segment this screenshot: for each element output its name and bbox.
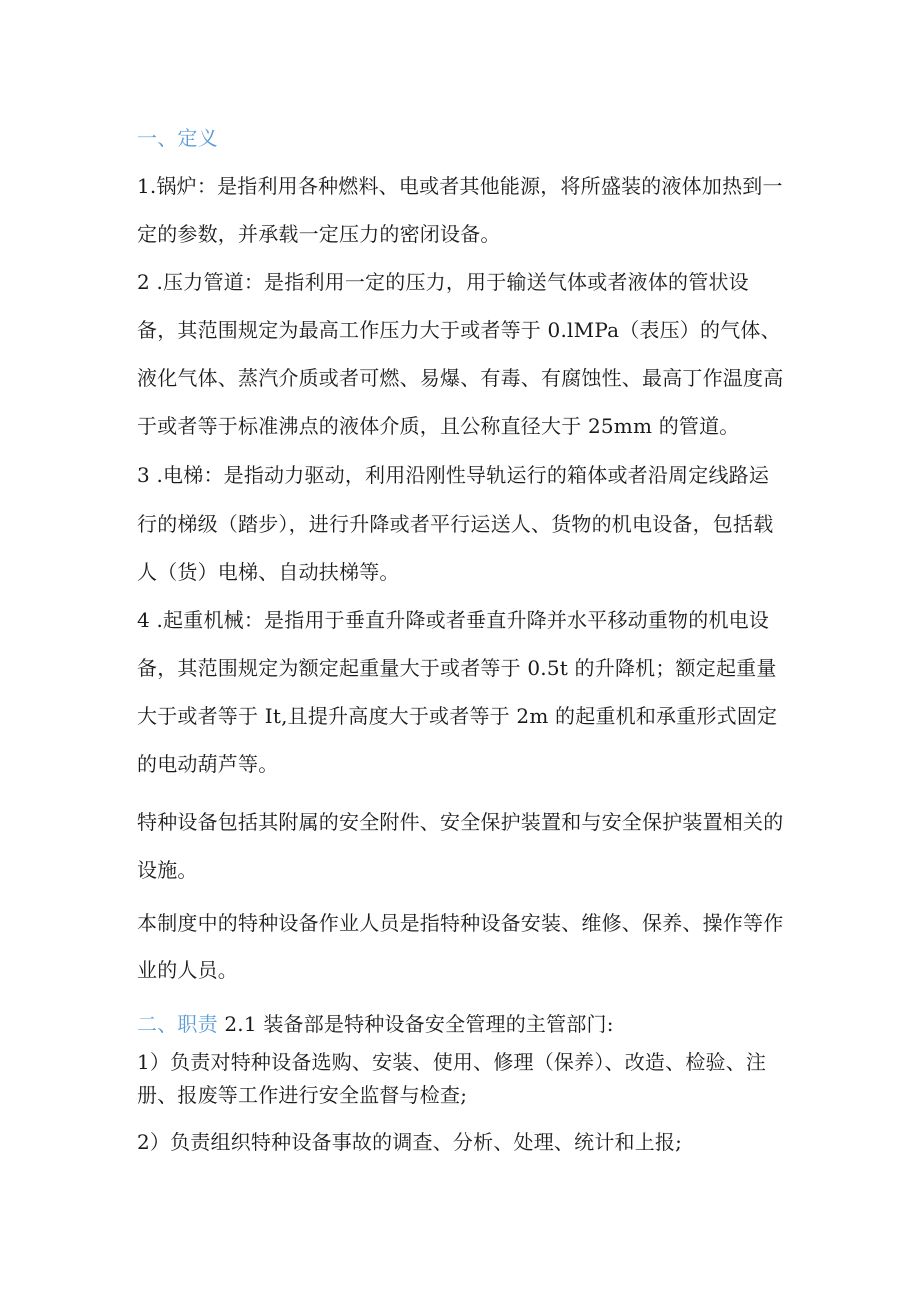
special-equipment-paragraph-line-2: 设施。 <box>137 858 198 882</box>
definition-pipeline-line-4: 于或者等于标准沸点的液体介质，且公称直径大于 25mm 的管道。 <box>137 414 740 438</box>
definition-elevator-line-1: 3 .电梯：是指动力驱动，利用沿刚性导轨运行的箱体或者沿周定线路运 <box>137 463 770 487</box>
definition-crane-line-1: 4 .起重机械：是指用于垂直升降或者垂直升降并水平移动重物的机电设 <box>137 608 770 632</box>
definition-boiler-line-2: 定的参数，并承载一定压力的密闭设备。 <box>137 222 501 246</box>
definition-crane-line-2: 备，其范围规定为额定起重量大于或者等于 0.5t 的升降机；额定起重量 <box>137 656 777 680</box>
definition-crane-line-3: 大于或者等于 It,且提升高度大于或者等于 2m 的起重机和承重形式固定 <box>137 704 778 728</box>
section-heading-responsibilities: 二、职责 <box>137 1012 218 1036</box>
definition-pipeline-line-3: 液化气体、蒸汽介质或者可燃、易爆、有毒、有腐蚀性、最高丁作温度高 <box>137 366 784 390</box>
operators-paragraph-line-1: 本制度中的特种设备作业人员是指特种设备安装、维修、保养、操作等作 <box>137 911 784 935</box>
definition-elevator-line-3: 人（货）电梯、自动扶梯等。 <box>137 560 400 584</box>
section-heading-definition: 一、定义 <box>137 126 218 150</box>
definition-elevator-line-2: 行的梯级（踏步），进行升降或者平行运送人、货物的机电设备，包括载 <box>137 512 774 536</box>
special-equipment-paragraph-line-1: 特种设备包括其附属的安全附件、安全保护装置和与安全保护装置相关的 <box>137 810 784 834</box>
definition-boiler-line-1: 1.锅炉：是指利用各种燃料、电或者其他能源，将所盛装的液体加热到一 <box>137 174 783 198</box>
operators-paragraph-line-2: 业的人员。 <box>137 958 238 982</box>
responsibility-item-2-line-1: 2）负责组织特种设备事故的调查、分析、处理、统计和上报; <box>137 1130 683 1154</box>
section-heading-responsibilities-row <box>137 1010 614 1038</box>
definition-pipeline-line-2: 备，其范围规定为最高工作压力大于或者等于 0.lMPa（表压）的气体、 <box>137 318 781 342</box>
definition-crane-line-4: 的电动葫芦等。 <box>137 752 279 776</box>
responsibility-item-1-line-1: 1）负责对特种设备选购、安装、使用、修理（保养）、改造、检验、注 <box>137 1050 767 1074</box>
responsibility-2-1-text: 2.1 装备部是特种设备安全管理的主管部门: <box>217 1012 614 1036</box>
definition-pipeline-line-1: 2 .压力管道：是指利用一定的压力，用于输送气体或者液体的管状设 <box>137 270 749 294</box>
responsibility-item-1-line-2: 册、报废等工作进行安全监督与检查; <box>137 1083 468 1107</box>
